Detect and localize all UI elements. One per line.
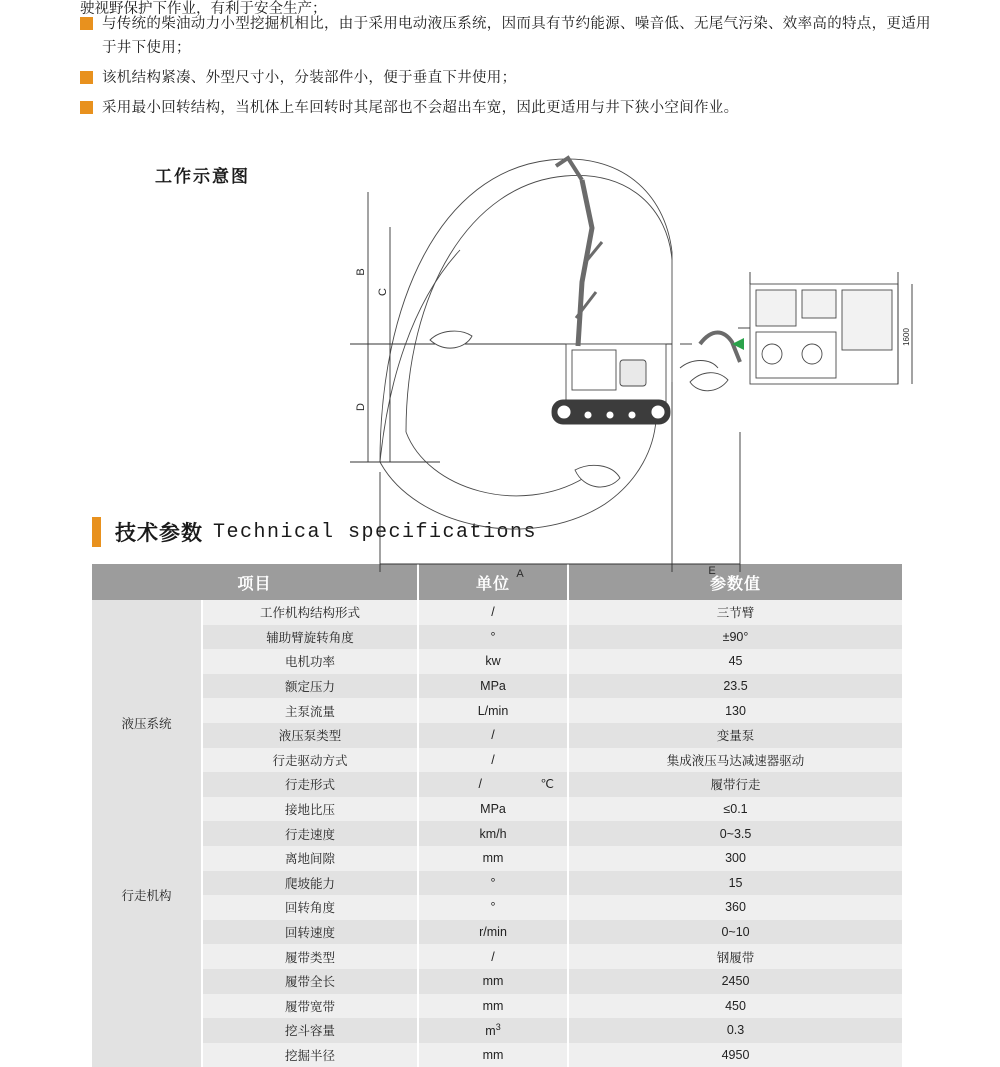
table-row xyxy=(92,920,902,945)
intro-bullet-list xyxy=(0,12,1000,120)
table-row xyxy=(92,797,902,822)
group-cell xyxy=(92,1018,202,1067)
item-cell: 工作机构结构形式 xyxy=(202,600,418,625)
clipped-intro-line: 驶视野保护下作业，有利于安全生产； xyxy=(80,1,327,17)
value-cell: 0~10 xyxy=(568,920,902,945)
accent-bar-icon xyxy=(92,517,101,547)
unit-cell: ° xyxy=(418,895,568,920)
item-cell: 额定压力 xyxy=(202,674,418,699)
item-cell: 接地比压 xyxy=(202,797,418,822)
value-cell: 300 xyxy=(568,846,902,871)
value-cell: ≤0.1 xyxy=(568,797,902,822)
item-cell: 回转角度 xyxy=(202,895,418,920)
value-cell: 2450 xyxy=(568,969,902,994)
value-cell: 钢履带 xyxy=(568,944,902,969)
unit-cell: MPa xyxy=(418,674,568,699)
group-cell: 行走机构 xyxy=(92,772,202,1018)
temperature-mark: ℃ xyxy=(540,777,555,792)
value-cell: 15 xyxy=(568,871,902,896)
item-cell: 离地间隙 xyxy=(202,846,418,871)
item-cell: 液压泵类型 xyxy=(202,723,418,748)
spec-heading-cn: 技术参数 xyxy=(115,522,203,545)
value-cell: 0~3.5 xyxy=(568,821,902,846)
item-cell: 辅助臂旋转角度 xyxy=(202,625,418,650)
bullet-text: 与传统的柴油动力小型挖掘机相比，由于采用电动液压系统，因而具有节约能源、噪音低、无尾气污染、效率高的特点，更适用于井下使用； xyxy=(102,16,931,56)
square-bullet-icon xyxy=(80,17,93,30)
unit-cell: mm xyxy=(418,1043,568,1067)
column-header-value: 参数值 xyxy=(568,564,902,600)
table-row xyxy=(92,772,902,797)
group-cell xyxy=(92,600,202,625)
item-cell: 行走驱动方式 xyxy=(202,748,418,773)
unit-cell: mm xyxy=(418,994,568,1019)
unit-cell: r/min xyxy=(418,920,568,945)
unit-cell: ° xyxy=(418,625,568,650)
item-cell: 挖掘半径 xyxy=(202,1043,418,1067)
unit-cell: ℃ / xyxy=(418,772,568,797)
group-cell: 液压系统 xyxy=(92,674,202,772)
value-cell: 130 xyxy=(568,698,902,723)
table-row xyxy=(92,723,902,748)
diagram-title: 工作示意图 xyxy=(155,167,250,186)
item-cell: 主泵流量 xyxy=(202,698,418,723)
bullet-text: 采用最小回转结构，当机体上车回转时其尾部也不会超出车宽，因此更适用与井下狭小空间作业。 xyxy=(102,100,739,116)
spec-section-heading xyxy=(92,514,1000,550)
unit-cell: / xyxy=(418,944,568,969)
table-row xyxy=(92,649,902,674)
item-cell: 履带宽带 xyxy=(202,994,418,1019)
unit-cell: / xyxy=(418,600,568,625)
square-bullet-icon xyxy=(80,71,93,84)
unit-cell: ° xyxy=(418,871,568,896)
table-row xyxy=(92,698,902,723)
unit-cell: / xyxy=(418,723,568,748)
table-row xyxy=(92,895,902,920)
list-item xyxy=(80,96,940,120)
table-row xyxy=(92,994,902,1019)
value-cell: 360 xyxy=(568,895,902,920)
table-row xyxy=(92,846,902,871)
unit-cell: kw xyxy=(418,649,568,674)
table-row xyxy=(92,600,902,625)
square-bullet-icon xyxy=(80,101,93,114)
table-row xyxy=(92,1043,902,1067)
table-row xyxy=(92,1018,902,1043)
value-cell: 4950 xyxy=(568,1043,902,1067)
table-body xyxy=(92,600,902,1067)
item-cell: 电机功率 xyxy=(202,649,418,674)
table-row xyxy=(92,821,902,846)
list-item xyxy=(80,12,940,60)
column-header-unit: 单位 xyxy=(418,564,568,600)
spec-heading-en: Technical specifications xyxy=(213,520,538,544)
value-cell: 集成液压马达减速器驱动 xyxy=(568,748,902,773)
item-cell: 行走速度 xyxy=(202,821,418,846)
table-row xyxy=(92,944,902,969)
table-row xyxy=(92,748,902,773)
diagram-label-a: A xyxy=(516,568,524,580)
value-cell: 23.5 xyxy=(568,674,902,699)
unit-cell: mm xyxy=(418,969,568,994)
table-row xyxy=(92,674,902,699)
item-cell: 履带全长 xyxy=(202,969,418,994)
technical-specifications-table xyxy=(92,564,902,1067)
diagram-label-e: E xyxy=(708,565,716,577)
unit-cell: MPa xyxy=(418,797,568,822)
item-cell: 爬坡能力 xyxy=(202,871,418,896)
value-cell: 45 xyxy=(568,649,902,674)
value-cell: ±90° xyxy=(568,625,902,650)
bullet-text: 该机结构紧凑、外型尺寸小，分装部件小，便于垂直下井使用； xyxy=(102,70,517,86)
diagram-label-c: C xyxy=(377,288,389,296)
diagram-label-b: B xyxy=(355,268,367,276)
column-header-item: 项目 xyxy=(92,564,418,600)
value-cell: 三节臂 xyxy=(568,600,902,625)
table-row xyxy=(92,871,902,896)
unit-cell: $m^3$ xyxy=(418,1018,568,1043)
value-cell: 变量泵 xyxy=(568,723,902,748)
list-item xyxy=(80,66,940,90)
value-cell: 450 xyxy=(568,994,902,1019)
item-cell: 挖斗容量 xyxy=(202,1018,418,1043)
value-cell: 履带行走 xyxy=(568,772,902,797)
unit-cell: / xyxy=(418,748,568,773)
table-header-row xyxy=(92,564,902,600)
item-cell: 行走形式 xyxy=(202,772,418,797)
value-cell: 0.3 xyxy=(568,1018,902,1043)
group-cell xyxy=(92,625,202,650)
unit-cell: L/min xyxy=(418,698,568,723)
table-row xyxy=(92,969,902,994)
group-cell xyxy=(92,649,202,674)
unit-cell: mm xyxy=(418,846,568,871)
table-row xyxy=(92,625,902,650)
diagram-label-d: D xyxy=(355,403,367,411)
item-cell: 回转速度 xyxy=(202,920,418,945)
diagram-label-height: 1600 xyxy=(902,328,911,346)
unit-cell: km/h xyxy=(418,821,568,846)
item-cell: 履带类型 xyxy=(202,944,418,969)
